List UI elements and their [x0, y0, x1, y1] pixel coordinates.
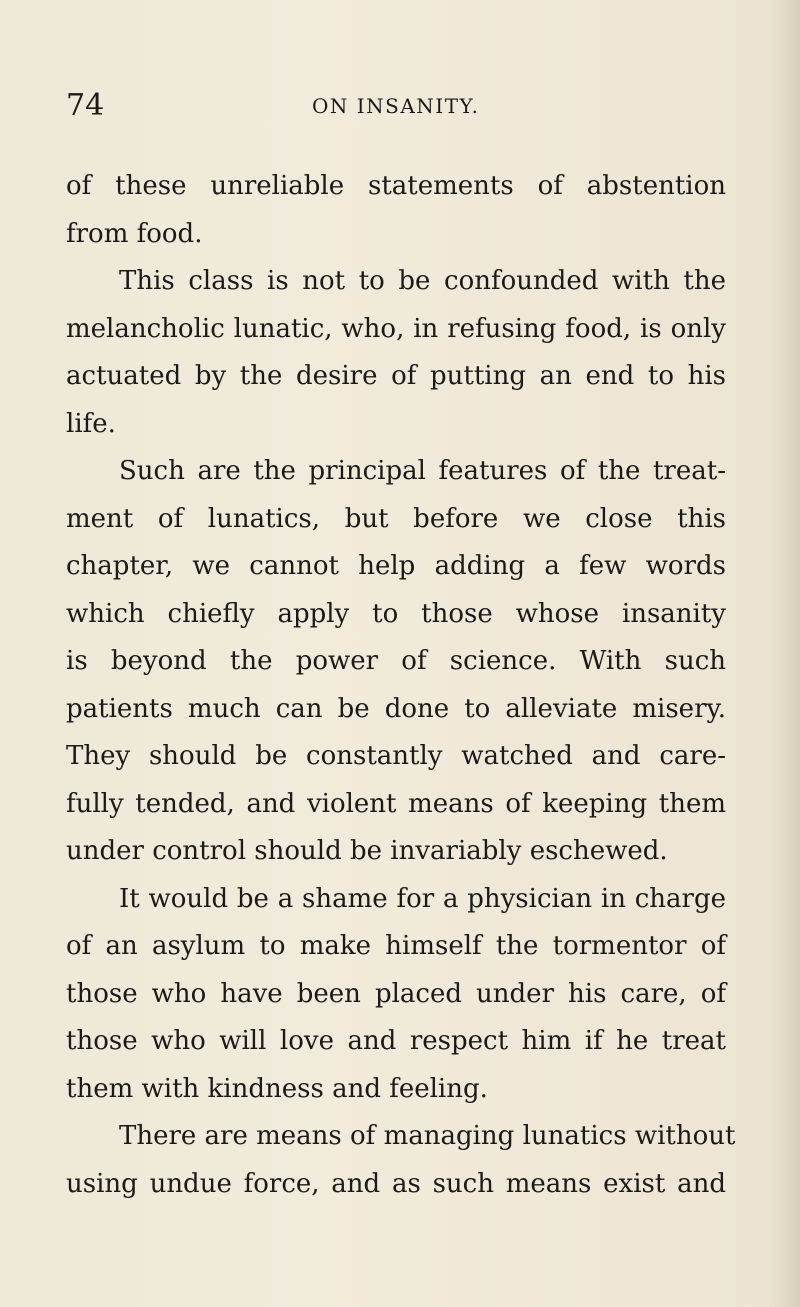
text-line: is beyond the power of science. With such: [66, 646, 726, 676]
text-line: of these unreliable statements of abstention: [66, 171, 726, 201]
text-line: which chiefly apply to those whose insanity: [66, 598, 726, 629]
text-line: This class is not to be confounded with the: [119, 266, 726, 296]
text-line: using undue force, and as such means exist and: [66, 1168, 726, 1199]
text-line: from food.: [66, 218, 203, 249]
text-line: those who will love and respect him if he treat: [66, 1026, 726, 1056]
text-line: There are means of managing lunatics without: [119, 1121, 736, 1151]
text-line: of an asylum to make himself the tormentor of: [66, 931, 726, 961]
text-line: Such are the principal features of the treat-: [119, 456, 726, 486]
text-line: under control should be invariably eschewed.: [66, 836, 668, 866]
text-line: ment of lunatics, but before we close this: [66, 503, 726, 534]
text-line: patients much can be done to alleviate misery.: [66, 693, 726, 724]
running-title: ON INSANITY.: [312, 94, 480, 118]
text-line: chapter, we cannot help adding a few words: [66, 551, 726, 581]
page-number: 74: [66, 88, 105, 123]
text-line: fully tended, and violent means of keeping them: [66, 788, 726, 819]
body-text: [66, 163, 736, 1208]
text-line: those who have been placed under his care, of: [66, 978, 726, 1009]
text-line: melancholic lunatic, who, in refusing food, is only: [66, 313, 726, 344]
text-line: They should be constantly watched and care-: [66, 741, 726, 771]
running-head: [66, 86, 726, 126]
text-line: actuated by the desire of putting an end to his: [66, 361, 726, 391]
text-line: It would be a shame for a physician in charge: [119, 883, 726, 914]
text-line: life.: [66, 408, 116, 439]
text-line: them with kindness and feeling.: [66, 1073, 488, 1104]
